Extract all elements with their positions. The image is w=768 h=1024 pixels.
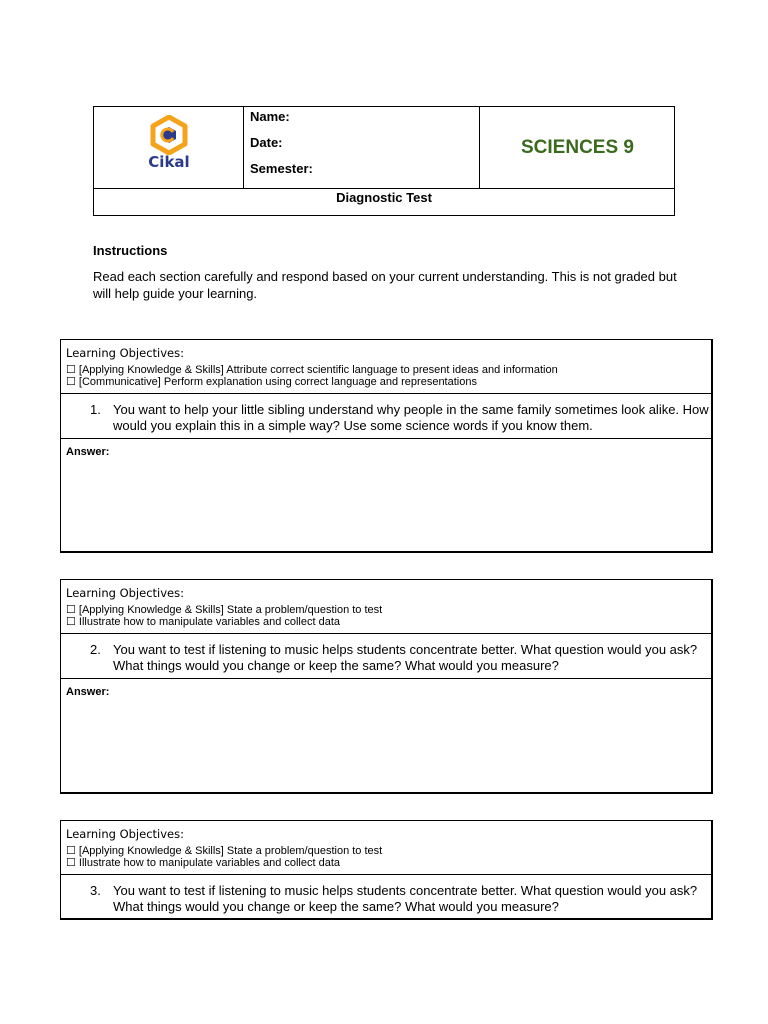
logo-cell [94, 107, 244, 189]
date-label: Date: [250, 135, 283, 150]
objectives-title: Learning Objectives: [66, 827, 184, 841]
test-title-cell [94, 189, 674, 215]
question-number: 1. [90, 402, 101, 417]
question-section-2 [60, 579, 713, 794]
answer-area[interactable] [61, 439, 711, 552]
question [61, 875, 711, 920]
question-text: You want to help your little sibling understand why people in the same family sometimes look alike. How would you explain this in a simple way? Use some science words if you know them. [113, 402, 709, 433]
name-label: Name: [250, 109, 290, 124]
question-text: You want to test if listening to music helps students concentrate better. What question would you ask? What things would you change or keep the same? What would you measure? [113, 642, 698, 673]
objective-item: ☐ [Applying Knowledge & Skills] State a problem/question to test [66, 604, 383, 616]
answer-label: Answer: [66, 446, 110, 458]
learning-objectives [61, 580, 711, 634]
logo-text: Cikal [148, 153, 190, 171]
question-section-1 [60, 339, 713, 553]
student-info-cell [244, 107, 480, 189]
subject-title: SCIENCES 9 [521, 136, 634, 158]
objective-item: ☐ Illustrate how to manipulate variables and collect data [66, 616, 341, 628]
semester-label: Semester: [250, 161, 313, 176]
header-table [93, 106, 675, 216]
answer-area[interactable] [61, 679, 711, 792]
instructions-heading: Instructions [93, 243, 168, 258]
objectives-title: Learning Objectives: [66, 346, 184, 360]
objective-item: ☐ [Applying Knowledge & Skills] Attribute correct scientific language to present ideas and information [66, 364, 558, 376]
question-section-3 [60, 820, 713, 920]
question-number: 2. [90, 642, 101, 657]
cikal-logo-icon [150, 115, 188, 155]
question-text: You want to test if listening to music helps students concentrate better. What question would you ask? What things would you change or keep the same? What would you measure? [113, 883, 698, 914]
instructions-text: Read each section carefully and respond based on your current understanding. This is not graded but will help guide your learning. [93, 269, 677, 301]
question [61, 634, 711, 679]
subject-cell [480, 107, 675, 189]
objective-item: ☐ Illustrate how to manipulate variables and collect data [66, 857, 341, 869]
learning-objectives [61, 340, 711, 394]
question [61, 394, 711, 439]
objective-item: ☐ [Applying Knowledge & Skills] State a problem/question to test [66, 845, 383, 857]
answer-label: Answer: [66, 686, 110, 698]
objectives-title: Learning Objectives: [66, 586, 184, 600]
question-number: 3. [90, 883, 101, 898]
test-title: Diagnostic Test [336, 190, 432, 205]
objective-item: ☐ [Communicative] Perform explanation using correct language and representations [66, 376, 477, 388]
learning-objectives [61, 821, 711, 875]
